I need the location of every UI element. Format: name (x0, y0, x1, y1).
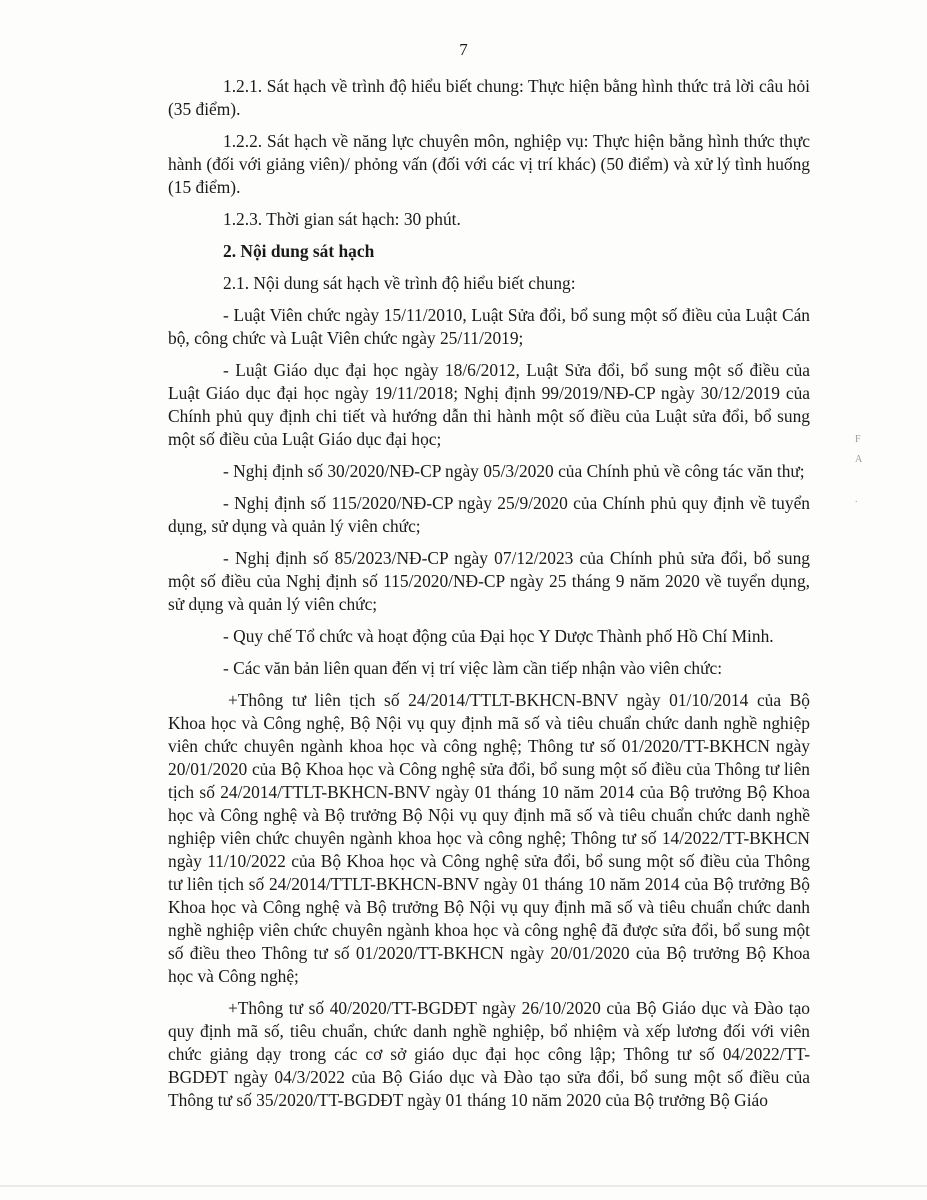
paragraph-1-2-2: 1.2.2. Sát hạch về năng lực chuyên môn, nghiệp vụ: Thực hiện bằng hình thức thực hành (đối với giảng viên)/ phỏng vấn (đối với các vị trí khác) (50 điểm) và xử lý tình huống (15 điểm). (168, 131, 810, 197)
margin-mark: F (855, 434, 861, 445)
list-item-nghi-dinh-115: - Nghị định số 115/2020/NĐ-CP ngày 25/9/2020 của Chính phủ quy định về tuyển dụng, sử dụng và quản lý viên chức; (168, 493, 810, 536)
margin-mark: . (855, 494, 858, 505)
section-heading-2: 2. Nội dung sát hạch (223, 241, 375, 261)
document-body (168, 75, 810, 1121)
list-item-nghi-dinh-30: - Nghị định số 30/2020/NĐ-CP ngày 05/3/2020 của Chính phủ về công tác văn thư; (223, 461, 805, 481)
sub-item-thong-tu-40: +Thông tư số 40/2020/TT-BGDĐT ngày 26/10/2020 của Bộ Giáo dục và Đào tạo quy định mã số, tiêu chuẩn, chức danh nghề nghiệp, bổ nhiệm và xếp lương đối với viên chức giảng dạy trong các cơ sở giáo dục đại học công lập; Thông tư số 04/2022/TT-BGDĐT ngày 04/3/2022 của Bộ Giáo dục và Đào tạo sửa đổi, bổ sung một số điều của Thông tư số 35/2020/TT-BGDĐT ngày 01 tháng 10 năm 2020 của Bộ trưởng Bộ Giáo (168, 998, 810, 1110)
sub-item-thong-tu-24: +Thông tư liên tịch số 24/2014/TTLT-BKHCN-BNV ngày 01/10/2014 của Bộ Khoa học và Công nghệ, Bộ Nội vụ quy định mã số và tiêu chuẩn chức danh nghề nghiệp viên chức chuyên ngành khoa học và công nghệ; Thông tư số 01/2020/TT-BKHCN ngày 20/01/2020 của Bộ Khoa học và Công nghệ sửa đổi, bổ sung một số điều của Thông tư liên tịch số 24/2014/TTLT-BKHCN-BNV ngày 01 tháng 10 năm 2014 của Bộ trưởng Bộ Khoa học và Công nghệ và Bộ trưởng Bộ Nội vụ quy định mã số và tiêu chuẩn chức danh nghề nghiệp viên chức chuyên ngành khoa học và công nghệ; Thông tư số 14/2022/TT-BKHCN ngày 11/10/2022 của Bộ Khoa học và Công nghệ sửa đổi, bổ sung một số điều của Thông tư liên tịch số 24/2014/TTLT-BKHCN-BNV ngày 01 tháng 10 năm 2014 của Bộ trưởng Bộ Khoa học và Công nghệ và Bộ trưởng Bộ Nội vụ quy định mã số và tiêu chuẩn chức danh nghề nghiệp viên chức chuyên ngành khoa học và công nghệ đã được sửa đổi, bổ sung một số điều theo Thông tư số 01/2020/TT-BKHCN ngày 20/01/2020 của Bộ trưởng Bộ Khoa học và Công nghệ; (168, 690, 810, 986)
list-item-luat-vien-chuc: - Luật Viên chức ngày 15/11/2010, Luật Sửa đổi, bổ sung một số điều của Luật Cán bộ, công chức và Luật Viên chức ngày 25/11/2019; (168, 305, 810, 348)
list-item-luat-giao-duc: - Luật Giáo dục đại học ngày 18/6/2012, Luật Sửa đổi, bổ sung một số điều của Luật Giáo dục đại học ngày 19/11/2018; Nghị định 99/2019/NĐ-CP ngày 30/12/2019 của Chính phủ quy định chi tiết và hướng dẫn thi hành một số điều của Luật sửa đổi, bổ sung một số điều của Luật Giáo dục đại học; (168, 360, 810, 449)
page-number: 7 (459, 40, 468, 59)
paragraph-1-2-3: 1.2.3. Thời gian sát hạch: 30 phút. (223, 209, 461, 229)
margin-mark: A (855, 454, 863, 465)
scan-edge-divider (0, 1185, 927, 1187)
margin-marks (855, 430, 862, 510)
list-item-van-ban-lien-quan: - Các văn bản liên quan đến vị trí việc làm cần tiếp nhận vào viên chức: (223, 658, 723, 678)
paragraph-2-1: 2.1. Nội dung sát hạch về trình độ hiểu biết chung: (223, 273, 576, 293)
paragraph-1-2-1: 1.2.1. Sát hạch về trình độ hiểu biết chung: Thực hiện bằng hình thức trả lời câu hỏi (35 điểm). (168, 76, 810, 119)
list-item-quy-che: - Quy chế Tổ chức và hoạt động của Đại học Y Dược Thành phố Hồ Chí Minh. (223, 626, 774, 646)
list-item-nghi-dinh-85: - Nghị định số 85/2023/NĐ-CP ngày 07/12/2023 của Chính phủ sửa đổi, bổ sung một số điều của Nghị định số 115/2020/NĐ-CP ngày 25 tháng 9 năm 2020 về tuyển dụng, sử dụng và quản lý viên chức; (168, 548, 810, 614)
